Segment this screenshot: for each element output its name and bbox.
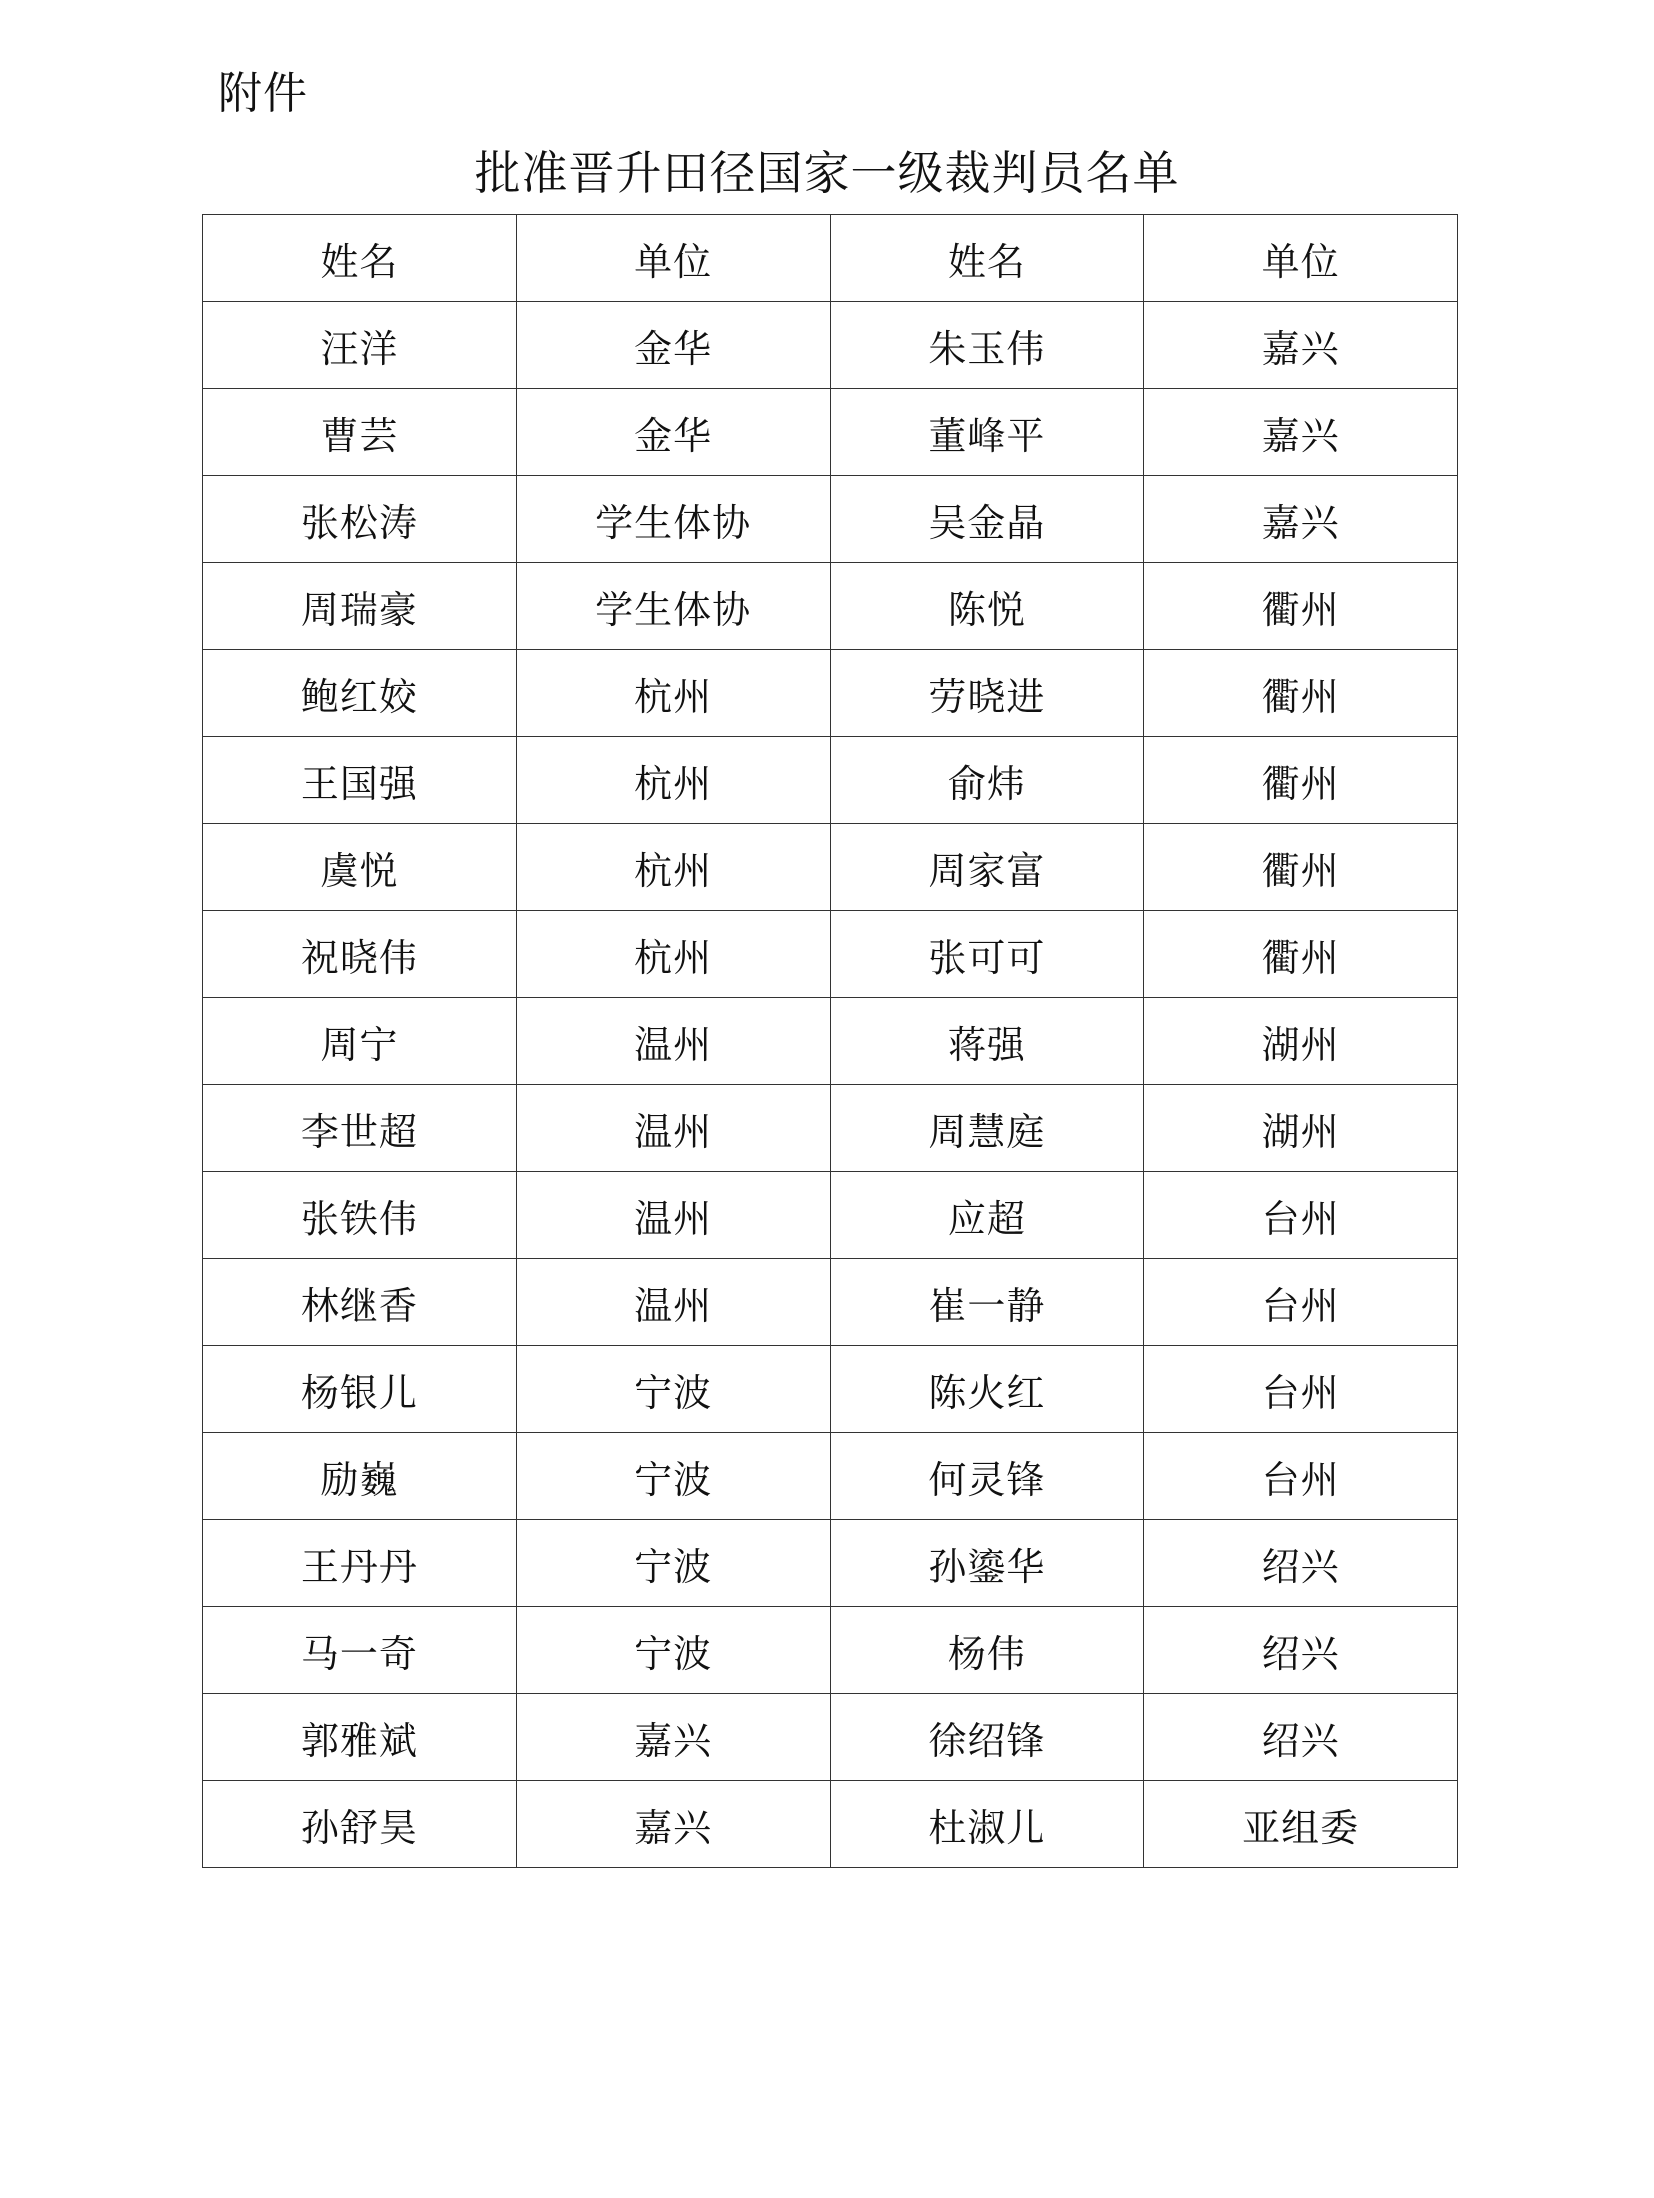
cell-name-right: 董峰平 [830, 389, 1144, 476]
cell-unit-right: 湖州 [1144, 1085, 1458, 1172]
cell-unit-right: 衢州 [1144, 650, 1458, 737]
roster-table-body [203, 215, 1458, 1868]
cell-name-left: 鲍红姣 [203, 650, 517, 737]
table-row [203, 737, 1458, 824]
cell-unit-left: 宁波 [516, 1346, 830, 1433]
cell-unit-right: 衢州 [1144, 824, 1458, 911]
cell-name-right: 崔一静 [830, 1259, 1144, 1346]
table-row [203, 389, 1458, 476]
header-cell-unit-right: 单位 [1144, 215, 1458, 302]
table-row [203, 911, 1458, 998]
cell-name-right: 周慧庭 [830, 1085, 1144, 1172]
cell-name-left: 汪洋 [203, 302, 517, 389]
cell-name-right: 朱玉伟 [830, 302, 1144, 389]
cell-name-right: 徐绍锋 [830, 1694, 1144, 1781]
table-row [203, 476, 1458, 563]
cell-name-left: 王丹丹 [203, 1520, 517, 1607]
cell-name-left: 周宁 [203, 998, 517, 1085]
table-row [203, 1346, 1458, 1433]
cell-unit-left: 嘉兴 [516, 1694, 830, 1781]
cell-unit-left: 温州 [516, 1085, 830, 1172]
cell-unit-left: 温州 [516, 1172, 830, 1259]
cell-name-right: 蒋强 [830, 998, 1144, 1085]
table-row [203, 1172, 1458, 1259]
cell-unit-right: 衢州 [1144, 563, 1458, 650]
cell-unit-right: 嘉兴 [1144, 389, 1458, 476]
cell-name-right: 陈火红 [830, 1346, 1144, 1433]
cell-unit-left: 宁波 [516, 1433, 830, 1520]
cell-unit-left: 温州 [516, 1259, 830, 1346]
table-row [203, 1085, 1458, 1172]
cell-name-right: 俞炜 [830, 737, 1144, 824]
cell-name-right: 应超 [830, 1172, 1144, 1259]
cell-name-left: 孙舒昊 [203, 1781, 517, 1868]
table-row [203, 1520, 1458, 1607]
cell-unit-left: 温州 [516, 998, 830, 1085]
cell-name-left: 郭雅斌 [203, 1694, 517, 1781]
cell-name-right: 杨伟 [830, 1607, 1144, 1694]
table-row [203, 1781, 1458, 1868]
cell-name-left: 林继香 [203, 1259, 517, 1346]
table-row [203, 824, 1458, 911]
table-row [203, 1694, 1458, 1781]
cell-name-left: 祝晓伟 [203, 911, 517, 998]
cell-name-left: 张松涛 [203, 476, 517, 563]
cell-name-left: 马一奇 [203, 1607, 517, 1694]
cell-name-left: 杨银儿 [203, 1346, 517, 1433]
cell-unit-left: 宁波 [516, 1520, 830, 1607]
cell-unit-left: 嘉兴 [516, 1781, 830, 1868]
cell-unit-right: 台州 [1144, 1433, 1458, 1520]
cell-name-right: 吴金晶 [830, 476, 1144, 563]
cell-name-right: 张可可 [830, 911, 1144, 998]
cell-name-left: 王国强 [203, 737, 517, 824]
cell-unit-left: 杭州 [516, 824, 830, 911]
cell-name-right: 何灵锋 [830, 1433, 1144, 1520]
cell-unit-left: 金华 [516, 389, 830, 476]
cell-name-left: 周瑞豪 [203, 563, 517, 650]
cell-unit-right: 嘉兴 [1144, 302, 1458, 389]
table-row [203, 998, 1458, 1085]
cell-unit-right: 嘉兴 [1144, 476, 1458, 563]
cell-name-left: 虞悦 [203, 824, 517, 911]
cell-unit-right: 绍兴 [1144, 1607, 1458, 1694]
cell-unit-right: 亚组委 [1144, 1781, 1458, 1868]
cell-unit-right: 绍兴 [1144, 1694, 1458, 1781]
cell-unit-right: 衢州 [1144, 911, 1458, 998]
cell-unit-right: 衢州 [1144, 737, 1458, 824]
cell-name-left: 曹芸 [203, 389, 517, 476]
cell-unit-right: 台州 [1144, 1346, 1458, 1433]
cell-unit-left: 杭州 [516, 650, 830, 737]
cell-name-left: 励巍 [203, 1433, 517, 1520]
cell-unit-right: 台州 [1144, 1259, 1458, 1346]
cell-unit-right: 绍兴 [1144, 1520, 1458, 1607]
table-row [203, 1607, 1458, 1694]
referee-roster-table [202, 214, 1458, 1868]
table-row [203, 563, 1458, 650]
cell-unit-right: 湖州 [1144, 998, 1458, 1085]
cell-name-left: 张铁伟 [203, 1172, 517, 1259]
table-row [203, 650, 1458, 737]
cell-name-right: 劳晓进 [830, 650, 1144, 737]
cell-unit-right: 台州 [1144, 1172, 1458, 1259]
header-cell-name-right: 姓名 [830, 215, 1144, 302]
cell-name-right: 杜淑儿 [830, 1781, 1144, 1868]
header-cell-name-left: 姓名 [203, 215, 517, 302]
cell-name-right: 周家富 [830, 824, 1144, 911]
table-header-row [203, 215, 1458, 302]
cell-unit-left: 学生体协 [516, 476, 830, 563]
cell-name-right: 孙鎏华 [830, 1520, 1144, 1607]
header-cell-unit-left: 单位 [516, 215, 830, 302]
table-row [203, 1259, 1458, 1346]
cell-unit-left: 金华 [516, 302, 830, 389]
table-row [203, 302, 1458, 389]
cell-unit-left: 宁波 [516, 1607, 830, 1694]
cell-name-left: 李世超 [203, 1085, 517, 1172]
attachment-label: 附件 [218, 68, 308, 119]
page-title: 批准晋升田径国家一级裁判员名单 [474, 146, 1180, 200]
cell-name-right: 陈悦 [830, 563, 1144, 650]
cell-unit-left: 杭州 [516, 911, 830, 998]
cell-unit-left: 学生体协 [516, 563, 830, 650]
cell-unit-left: 杭州 [516, 737, 830, 824]
table-row [203, 1433, 1458, 1520]
